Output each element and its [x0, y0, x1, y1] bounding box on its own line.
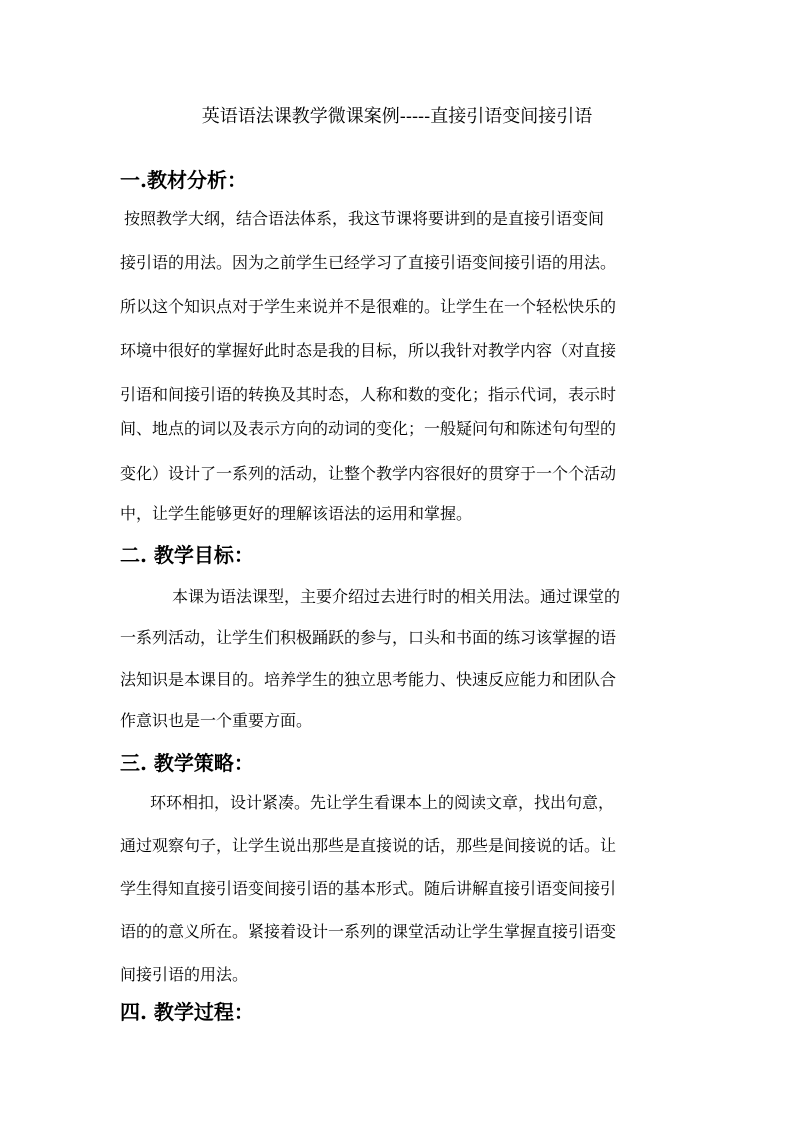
paragraph-line: 通过观察句子，让学生说出那些是直接说的话，那些是间接说的话。让	[120, 836, 617, 855]
paragraph-line: 本课为语法课型，主要介绍过去进行时的相关用法。通过课堂的	[172, 587, 621, 606]
paragraph-line: 间、地点的词以及表示方向的动词的变化；一般疑问句和陈述句句型的	[120, 419, 617, 438]
paragraph-line: 语的的意义所在。紧接着设计一系列的课堂活动让学生掌握直接引语变	[120, 922, 617, 941]
paragraph-line: 学生得知直接引语变间接引语的基本形式。随后讲解直接引语变间接引	[120, 879, 617, 898]
paragraph-line: 变化）设计了一系列的活动，让整个教学内容很好的贯穿于一个个活动	[120, 464, 617, 483]
paragraph-line: 环境中很好的掌握好此时态是我的目标，所以我针对教学内容（对直接	[120, 341, 617, 360]
paragraph-line: 接引语的用法。因为之前学生已经学习了直接引语变间接引语的用法。	[120, 253, 617, 272]
section-heading-analysis: 一.教材分析：	[120, 168, 247, 192]
document-title: 英语语法课教学微课案例-----直接引语变间接引语	[201, 106, 593, 127]
paragraph-line: 一系列活动，让学生们积极踊跃的参与，口头和书面的练习该掌握的语	[120, 628, 617, 647]
section-heading-process: 四. 教学过程：	[120, 1000, 254, 1024]
paragraph-line: 引语和间接引语的转换及其时态，人称和数的变化；指示代词，表示时	[120, 385, 617, 404]
paragraph-line: 作意识也是一个重要方面。	[120, 711, 313, 730]
paragraph-line: 所以这个知识点对于学生来说并不是很难的。让学生在一个轻松快乐的	[120, 297, 617, 316]
paragraph-line: 间接引语的用法。	[120, 965, 249, 984]
section-heading-objectives: 二. 教学目标：	[120, 543, 254, 567]
paragraph-line: 环环相扣，设计紧凑。先让学生看课本上的阅读文章，找出句意，	[150, 793, 615, 812]
paragraph-line: 中，让学生能够更好的理解该语法的运用和掌握。	[120, 504, 473, 523]
paragraph-line: 法知识是本课目的。培养学生的独立思考能力、快速反应能力和团队合	[120, 670, 617, 689]
paragraph-line: 按照教学大纲，结合语法体系，我这节课将要讲到的是直接引语变间	[124, 209, 605, 228]
section-heading-strategy: 三. 教学策略：	[120, 751, 254, 775]
